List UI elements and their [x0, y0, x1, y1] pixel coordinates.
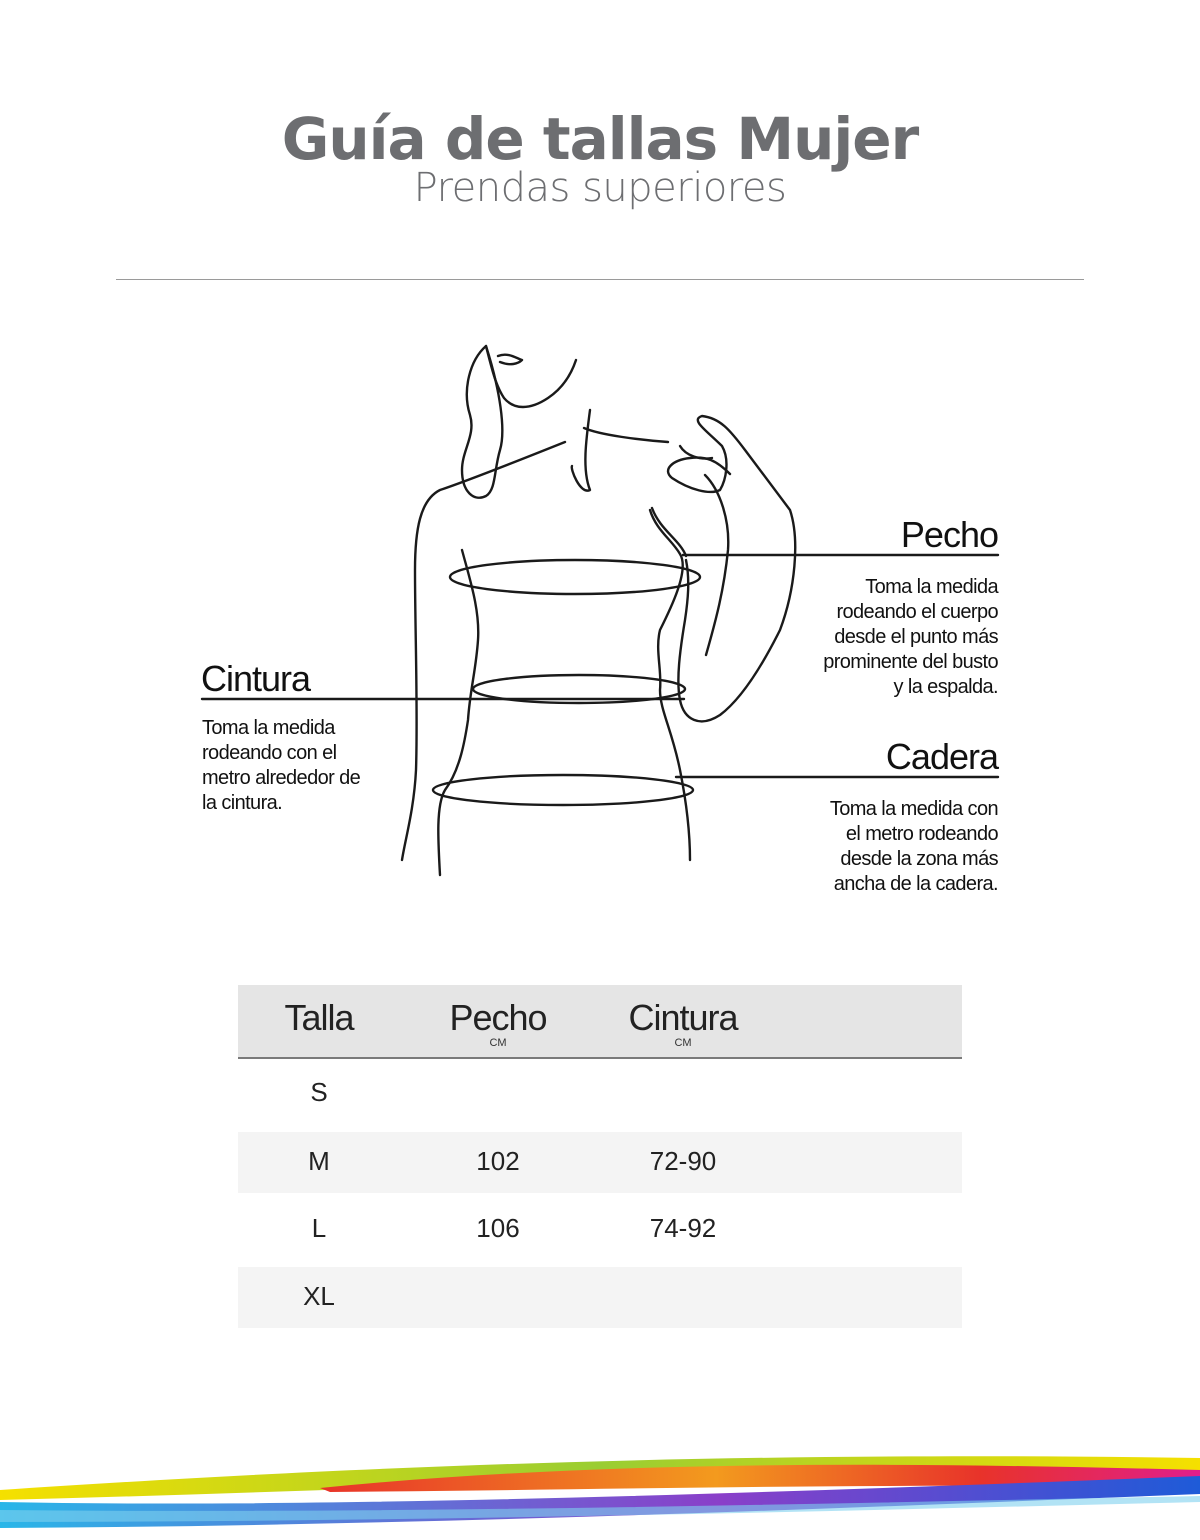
page-subtitle: Prendas superiores — [413, 165, 787, 211]
cell-talla: S — [310, 1077, 328, 1107]
torso-right — [650, 510, 690, 860]
cell-talla: L — [311, 1213, 327, 1243]
cell-talla: M — [308, 1146, 330, 1176]
neck-line — [572, 410, 590, 491]
hip-ellipse — [433, 775, 693, 805]
header-cintura: Cintura — [628, 997, 738, 1038]
header-divider — [116, 279, 1084, 280]
table-row — [238, 1199, 962, 1260]
cell-cintura: 72-90 — [649, 1146, 717, 1176]
cadera-heading: Cadera — [885, 736, 998, 777]
cell-cintura: 74-92 — [649, 1213, 717, 1243]
header-cintura-unit: CM — [674, 1037, 692, 1049]
header-pecho-unit: CM — [489, 1037, 507, 1049]
cell-talla: XL — [303, 1281, 335, 1311]
rainbow-wave-decoration — [0, 1430, 1200, 1540]
table-row — [238, 1267, 962, 1328]
table-row — [238, 1132, 962, 1193]
table-header — [238, 985, 962, 1059]
pecho-heading: Pecho — [900, 514, 998, 555]
torso-left — [402, 442, 565, 860]
cadera-description: Toma la medida con el metro rodeando desde la zona más ancha de la cadera. — [829, 798, 998, 895]
cell-pecho: 102 — [476, 1146, 520, 1176]
chest-ellipse — [450, 560, 700, 594]
header-pecho: Pecho — [449, 997, 547, 1038]
table-row — [238, 1063, 962, 1124]
page-title: Guía de tallas Mujer — [281, 105, 919, 173]
pecho-description: Toma la medida rodeando el cuerpo desde el punto más prominente del busto y la espalda. — [823, 576, 998, 698]
header-talla: Talla — [284, 997, 354, 1038]
size-table — [238, 985, 962, 1328]
lips — [498, 355, 522, 365]
cell-pecho: 106 — [476, 1213, 520, 1243]
cintura-description: Toma la medida rodeando con el metro alrededor de la cintura. — [202, 717, 361, 814]
cintura-heading: Cintura — [201, 658, 311, 699]
body-measurement-illustration — [0, 330, 1200, 890]
